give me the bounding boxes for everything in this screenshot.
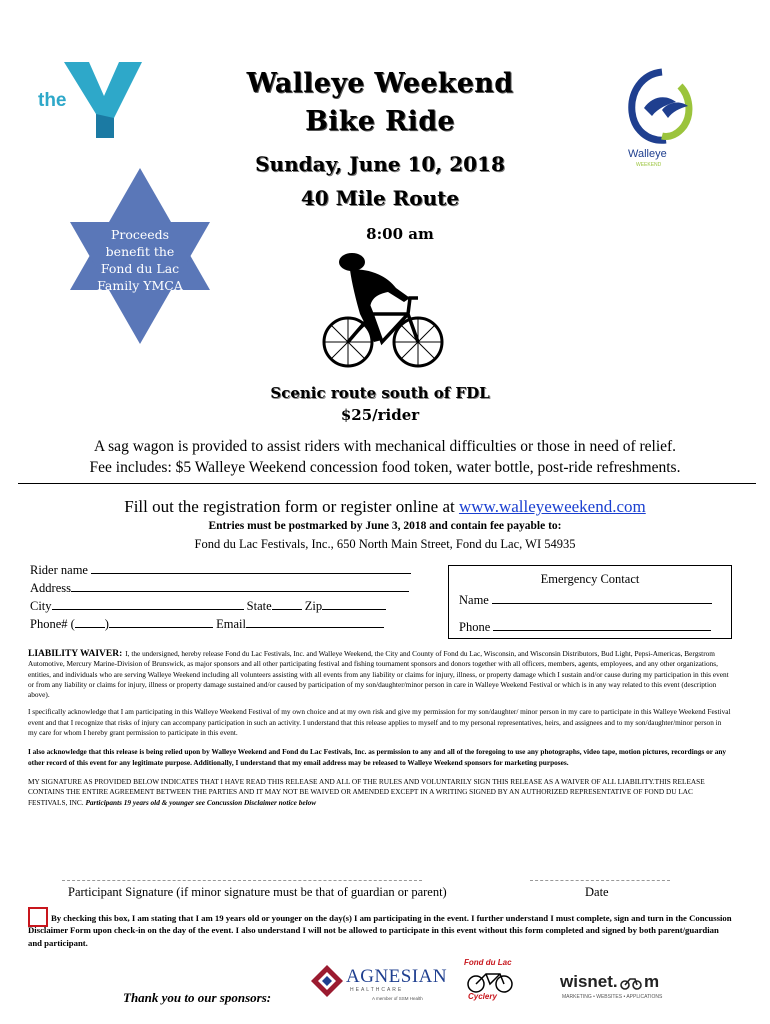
liability-waiver [28, 649, 732, 808]
waiver-p1 [28, 649, 732, 700]
cyclist-image [318, 244, 448, 372]
wisnet-tail: m [644, 972, 660, 991]
wisnet-name: wisnet. [560, 972, 618, 991]
event-route: 40 Mile Route [300, 186, 460, 210]
emergency-contact-box [448, 565, 732, 639]
ymca-text: YMCA [123, 108, 137, 131]
address-field[interactable] [71, 579, 409, 592]
star-line-2: benefit the [105, 244, 175, 259]
participant-signature-label: Participant Signature (if minor signature must be that of guardian or parent) [68, 885, 447, 899]
cyclist-icon [318, 244, 448, 372]
rider-name-row [30, 561, 430, 579]
waiver-p1-text: I, the undersigned, hereby release Fond du Lac Festivals, Inc. and Walleye Weekend, the City and County of Fond du Lac, Wisconsin, and Wisconsin Distributors, Bud Light, Pepsi-Americas, Bergstrom Automotive, Mercury Marine-Division of Brunswick, as major sponsors and all other participating festival and fishing tournament sponsors and donors together with all officers, members, agents, employees, and any other organizations, entities, and individuals who are serving Walleye Weekend including all volunteers assisting with all events from any liability or claims for injury, illness, or property damage which I sustain and/or cause during my participation in this event or from any liability or claims for injury, illness or property damage sustained and/or caused by participation of my son/daughter/minor person in care in Walleye Weekend Festival or which is in any way related to this event (description above). [28, 649, 729, 700]
star-line-1: Proceeds [110, 227, 170, 242]
zip-label: Zip [304, 599, 323, 613]
ymca-the-text: the [38, 90, 67, 111]
star-text [80, 226, 200, 294]
waiver-p4-italic: Participants 19 years old & younger see Concussion Disclaimer notice below [85, 797, 317, 807]
city-row [30, 597, 430, 615]
sag-wagon-text: A sag wagon is provided to assist riders with mechanical difficulties or those in need of relief. [93, 438, 677, 455]
emergency-phone-field[interactable] [493, 618, 711, 631]
waiver-p2: I specifically acknowledge that I am participating in this Walleye Weekend Festival of my own choice and at my own risk and give my permission for my son/daughter/ minor person in my care to participate in this Walleye Weekend Festival event and that I recognize that risks of injury can accompany participation in such an activity. I understand that this release applies to myself and to my personal representatives, heirs, and assignees and to my son/daughter/minor person in my care for whom I hereby grant permission to participate in this event. [28, 707, 731, 738]
emergency-name-label: Name [459, 593, 489, 607]
fdl-cyclery-line1: Fond du Lac [464, 958, 512, 967]
event-title-line1: Walleye Weekend [246, 68, 514, 99]
state-field[interactable] [272, 597, 302, 610]
phone-field[interactable] [109, 615, 213, 628]
emergency-name-row [459, 591, 731, 608]
divider [18, 483, 756, 484]
emergency-phone-row [459, 618, 731, 635]
concussion-checkbox-text [28, 912, 732, 949]
agnesian-name: AGNESIAN [346, 966, 448, 987]
waiver-label: LIABILITY WAIVER: [28, 649, 123, 659]
walleye-logo-subtext: WEEKEND [636, 162, 662, 168]
walleye-fish-icon [622, 66, 702, 150]
ymca-logo [34, 56, 144, 140]
wisnet-tagline: MARKETING • WEBSITES • APPLICATIONS [562, 994, 663, 1000]
agnesian-tagline: A member of SSM Health [372, 996, 423, 1001]
fee-includes-text: Fee includes: $5 Walleye Weekend concession food token, water bottle, post-ride refreshments. [89, 459, 681, 476]
payable-address: Fond du Lac Festivals, Inc., 650 North Main Street, Fond du Lac, WI 54935 [194, 537, 576, 551]
phone-close-paren: ) [104, 617, 109, 631]
email-label: Email [216, 617, 246, 631]
email-field[interactable] [246, 615, 384, 628]
register-prefix: Fill out the registration form or register online at [124, 497, 459, 516]
star-line-4: Family YMCA [97, 278, 183, 293]
city-label: City [30, 599, 52, 613]
state-label: State [246, 599, 272, 613]
register-line [10, 497, 760, 517]
agnesian-healthcare: HEALTHCARE [350, 987, 404, 993]
address-row [30, 579, 430, 597]
entries-text: Entries must be postmarked by June 3, 2018 and contain fee payable to: [208, 520, 562, 532]
sponsors-thanks: Thank you to our sponsors: [123, 990, 272, 1005]
proceeds-star [60, 164, 220, 348]
star-line-3: Fond du Lac [100, 261, 180, 276]
event-time: 8:00 am [366, 225, 434, 243]
cyclery-bike-icon [466, 968, 514, 994]
wisnet-bike-icon [620, 976, 642, 990]
price: $25/rider [340, 406, 420, 424]
waiver-p4-text: MY SIGNATURE AS PROVIDED BELOW INDICATES THAT I HAVE READ THIS RELEASE AND ALL OF THE RULES AND VOLUNTARILY SIGN THIS RELEASE AS A WAIVER OF ALL LIABILITY.THIS RELEASE CONTAINS THE ENTIRE AGREEMENT BETWEEN THE PARTIES AND IT MAY NOT BE WAIVED OR AMENDED EXCEPT IN A WRITING SIGNED BY AN AUTHORIZED REPRESENTATIVE OF FOND DU LAC FESTIVALS, INC. [28, 776, 705, 807]
waiver-p3: I also acknowledge that this release is being relied upon by Walleye Weekend and Fond du Lac Festivals, Inc. as permission to any and all of the foregoing to use any photographs, video tape, motion pictures, recordings or any other record of this event for any legitimate purpose. Additionally, I understand that my email address may be released to Walleye Weekend sponsors for marketing purposes. [28, 747, 727, 767]
agnesian-diamond-icon [310, 964, 344, 998]
phone-area-field[interactable] [75, 615, 105, 628]
event-title-line2: Bike Ride [305, 106, 455, 137]
fdl-cyclery-line2: Cyclery [468, 992, 497, 1001]
emergency-phone-label: Phone [459, 620, 491, 634]
emergency-title: Emergency Contact [540, 572, 640, 586]
city-field[interactable] [52, 597, 244, 610]
zip-field[interactable] [322, 597, 386, 610]
waiver-p4 [28, 777, 732, 808]
date-signature-line[interactable] [530, 880, 670, 881]
participant-signature-line[interactable] [62, 880, 422, 881]
walleye-logo-text: Walleye [628, 148, 667, 160]
rider-form [30, 561, 430, 633]
date-label: Date [585, 885, 609, 899]
address-label: Address [30, 581, 71, 595]
fdl-cyclery-logo [462, 958, 522, 1004]
walleye-logo [622, 66, 702, 176]
agnesian-logo [310, 960, 448, 1006]
wisnet-logo [560, 972, 680, 1006]
scenic-route: Scenic route south of FDL [270, 384, 490, 402]
rider-name-field[interactable] [91, 561, 411, 574]
register-link[interactable]: www.walleyeweekend.com [458, 497, 646, 516]
emergency-name-field[interactable] [492, 591, 712, 604]
phone-row [30, 615, 430, 633]
rider-name-label: Rider name [30, 563, 88, 577]
phone-label: Phone# ( [30, 617, 75, 631]
concussion-text: By checking this box, I am stating that I am 19 years old or younger on the day(s) I am participating in the event. I further understand I must complete, sign and turn in the Concussion Disclaimer Form upon check-in on the day of the event. I also understand I will not be allowed to participate in this event without this form completed and signed by both parent/guardian and participant. [28, 913, 732, 948]
event-date: Sunday, June 10, 2018 [255, 152, 505, 176]
